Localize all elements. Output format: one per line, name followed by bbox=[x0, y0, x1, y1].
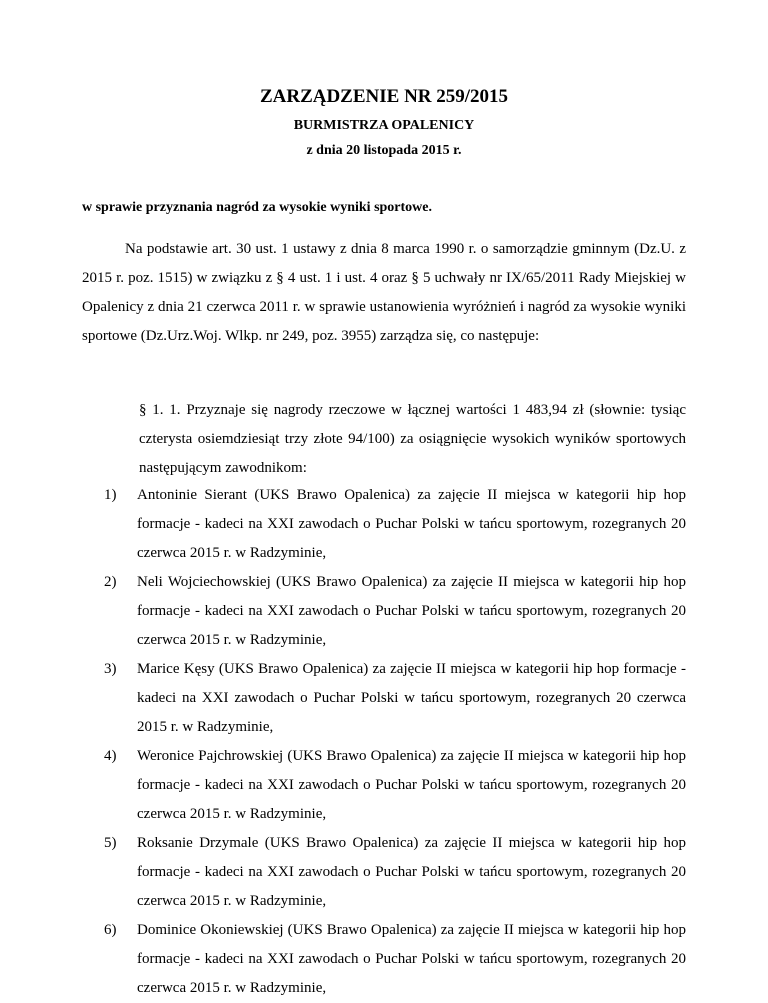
list-item-text: Dominice Okoniewskiej (UKS Brawo Opalenica) za zajęcie II miejsca w kategorii hip hop formacje - kadeci na XXI zawodach o Puchar Polski w tańcu sportowym, rozegranych 20 czerwca 2015 r. w Radzyminie, bbox=[137, 922, 686, 996]
list-item-text: Weronice Pajchrowskiej (UKS Brawo Opalenica) za zajęcie II miejsca w kategorii hip hop formacje - kadeci na XXI zawodach o Puchar Polski w tańcu sportowym, rozegranych 20 czerwca 2015 r. w Radzyminie, bbox=[137, 748, 686, 822]
document-subject: w sprawie przyznania nagród za wysokie wyniki sportowe. bbox=[82, 200, 433, 215]
list-item-number: 6) bbox=[104, 922, 117, 938]
legal-basis-paragraph: Na podstawie art. 30 ust. 1 ustawy z dnia 8 marca 1990 r. o samorządzie gminnym (Dz.U. z 2015 r. poz. 1515) w związku z § 4 ust. 1 i ust. 4 oraz § 5 uchwały nr IX/65/2011 Rady Miejskiej w Opalenicy z dnia 21 czerwca 2011 r. w sprawie ustanowienia wyróżnień i nagród za wysokie wyniki sportowe (Dz.Urz.Woj. Wlkp. nr 249, poz. 3955) zarządza się, co następuje: bbox=[82, 241, 686, 344]
list-item-text: Marice Kęsy (UKS Brawo Opalenica) za zajęcie II miejsca w kategorii hip hop formacje - kadeci na XXI zawodach o Puchar Polski w tańcu sportowym, rozegranych 20 czerwca 2015 r. w Radzyminie, bbox=[137, 661, 686, 735]
list-item-text: Antoninie Sierant (UKS Brawo Opalenica) za zajęcie II miejsca w kategorii hip hop formacje - kadeci na XXI zawodach o Puchar Polski w tańcu sportowym, rozegranych 20 czerwca 2015 r. w Radzyminie, bbox=[137, 487, 686, 561]
list-item-number: 5) bbox=[104, 835, 117, 851]
paragraph-1: § 1. 1. Przyznaje się nagrody rzeczowe w łącznej wartości 1 483,94 zł (słownie: tysiąc czterysta osiemdziesiąt trzy złote 94/100) za osiągnięcie wysokich wyników sportowych następującym zawodnikom: bbox=[139, 402, 686, 476]
list-item-text: Neli Wojciechowskiej (UKS Brawo Opalenica) za zajęcie II miejsca w kategorii hip hop formacje - kadeci na XXI zawodach o Puchar Polski w tańcu sportowym, rozegranych 20 czerwca 2015 r. w Radzyminie, bbox=[137, 574, 686, 648]
awards-list bbox=[104, 481, 686, 1003]
list-item-number: 4) bbox=[104, 748, 117, 764]
list-item bbox=[104, 655, 686, 742]
list-item bbox=[104, 481, 686, 568]
document-title: ZARZĄDZENIE NR 259/2015 bbox=[259, 86, 509, 107]
list-item-number: 1) bbox=[104, 487, 117, 503]
list-item bbox=[104, 829, 686, 916]
list-item-text: Roksanie Drzymale (UKS Brawo Opalenica) za zajęcie II miejsca w kategorii hip hop formacje - kadeci na XXI zawodach o Puchar Polski w tańcu sportowym, rozegranych 20 czerwca 2015 r. w Radzyminie, bbox=[137, 835, 686, 909]
document-authority: BURMISTRZA OPALENICY bbox=[293, 118, 475, 133]
list-item-number: 2) bbox=[104, 574, 117, 590]
list-item-number: 3) bbox=[104, 661, 117, 677]
list-item bbox=[104, 742, 686, 829]
list-item bbox=[104, 916, 686, 1003]
document-date: z dnia 20 listopada 2015 r. bbox=[306, 143, 462, 158]
list-item bbox=[104, 568, 686, 655]
